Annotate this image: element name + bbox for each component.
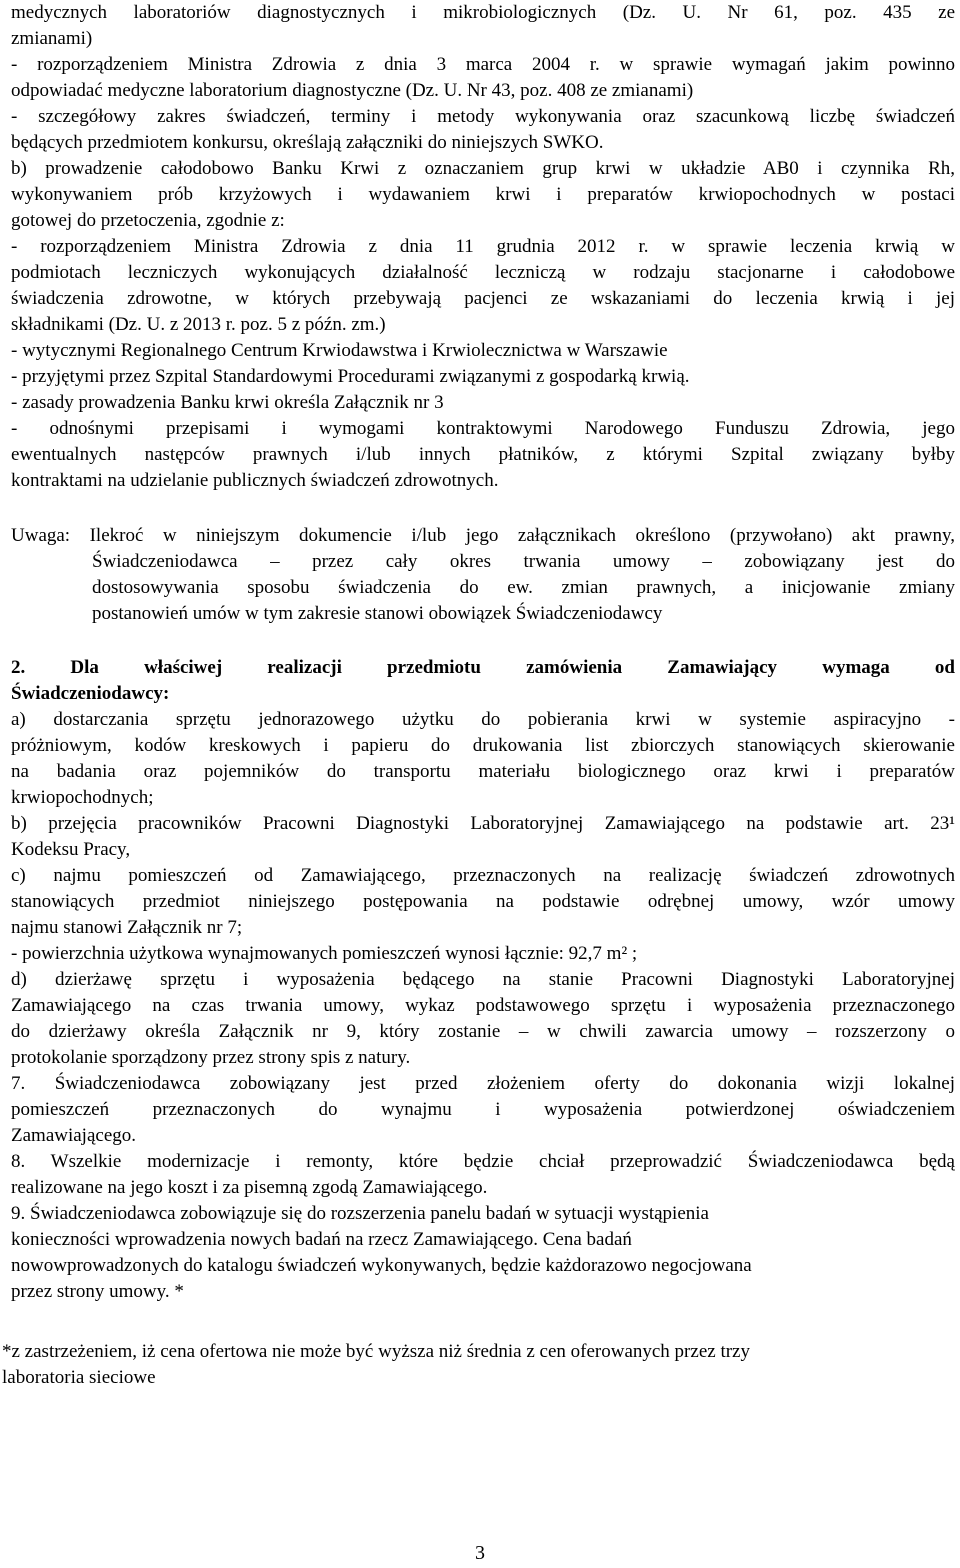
text-line: d) dzierżawę sprzętu i wyposażenia będącego na stanie Pracowni Diagnostyki Laboratoryjnej — [11, 969, 955, 990]
footnote-line: *z zastrzeżeniem, iż cena ofertowa nie może być wyższa niż średnia z cen oferowanych przez trzy — [2, 1341, 750, 1362]
text-line: pomieszczeń przeznaczonych do wynajmu i wyposażenia potwierdzonej oświadczeniem — [11, 1099, 955, 1120]
note-line: dostosowywania sposobu świadczenia do ew. zmian prawnych, a inicjowanie zmiany — [92, 577, 955, 598]
page-number: 3 — [475, 1542, 485, 1564]
text-line: najmu stanowi Załącznik nr 7; — [11, 917, 243, 938]
text-line: protokolanie sporządzony przez strony spis z natury. — [11, 1047, 411, 1068]
text-line: stanowiących przedmiot niniejszego postępowania na podstawie odrębnej umowy, wzór umowy — [11, 891, 955, 912]
note-line: Uwaga: Ilekroć w niniejszym dokumencie i/lub jego załącznikach określono (przywołano) akt prawny, — [11, 525, 955, 546]
text-line: b) przejęcia pracowników Pracowni Diagnostyki Laboratoryjnej Zamawiającego na podstawie art. 23¹ — [11, 813, 955, 834]
text-line: - wytycznymi Regionalnego Centrum Krwiodawstwa i Krwiolecznictwa w Warszawie — [11, 340, 668, 361]
text-line: Zamawiającego. — [11, 1125, 137, 1146]
text-line: 9. Świadczeniodawca zobowiązuje się do rozszerzenia panelu badań w sytuacji wystąpienia — [11, 1203, 709, 1224]
text-line: wykonywaniem prób krzyżowych i wydawaniem krwi i preparatów krwiopochodnych w postaci — [11, 184, 955, 205]
note-line: Świadczeniodawca – przez cały okres trwania umowy – zobowiązany jest do — [92, 551, 955, 572]
text-line: a) dostarczania sprzętu jednorazowego użytku do pobierania krwi w systemie aspiracyjno - — [11, 709, 955, 730]
text-line: 8. Wszelkie modernizacje i remonty, które będzie chciał przeprowadzić Świadczeniodawca będą — [11, 1151, 955, 1172]
text-line: - zasady prowadzenia Banku krwi określa Załącznik nr 3 — [11, 392, 444, 413]
text-line: - odnośnymi przepisami i wymogami kontraktowymi Narodowego Funduszu Zdrowia, jego — [11, 418, 955, 439]
text-line: gotowej do przetoczenia, zgodnie z: — [11, 210, 285, 231]
text-line: ewentualnych następców prawnych i/lub innych płatników, z którymi Szpital związany byłby — [11, 444, 955, 465]
text-line: Zamawiającego na czas trwania umowy, wykaz podstawowego sprzętu i wyposażenia przeznaczonego — [11, 995, 955, 1016]
text-line: świadczenia zdrowotne, w których przebywają pacjenci ze wskazaniami do leczenia krwią i jej — [11, 288, 955, 309]
text-line: 7. Świadczeniodawca zobowiązany jest przed złożeniem oferty do dokonania wizji lokalnej — [11, 1073, 955, 1094]
text-line: nowowprowadzonych do katalogu świadczeń wykonywanych, będzie każdorazowo negocjowana — [11, 1255, 752, 1276]
note-line: postanowień umów w tym zakresie stanowi obowiązek Świadczeniodawcy — [92, 603, 663, 624]
text-line: krwiopochodnych; — [11, 787, 154, 808]
text-line: medycznych laboratoriów diagnostycznych i mikrobiologicznych (Dz. U. Nr 61, poz. 435 ze — [11, 2, 955, 23]
section-heading: 2. Dla właściwej realizacji przedmiotu zamówienia Zamawiający wymaga od — [11, 657, 955, 678]
footnote-line: laboratoria sieciowe — [2, 1367, 156, 1388]
text-line: do dzierżawy określa Załącznik nr 9, który zostanie – w chwili zawarcia umowy – rozszerzony o — [11, 1021, 955, 1042]
text-line: - powierzchnia użytkowa wynajmowanych pomieszczeń wynosi łącznie: 92,7 m² ; — [11, 943, 638, 964]
text-line: - szczegółowy zakres świadczeń, terminy i metody wykonywania oraz szacunkową liczbę świadczeń — [11, 106, 955, 127]
text-line: kontraktami na udzielanie publicznych świadczeń zdrowotnych. — [11, 470, 499, 491]
text-line: - przyjętymi przez Szpital Standardowymi Procedurami związanymi z gospodarką krwią. — [11, 366, 690, 387]
text-line: próżniowym, kodów kreskowych i papieru do drukowania list zbiorczych stanowiących skierowanie — [11, 735, 955, 756]
text-line: przez strony umowy. * — [11, 1281, 184, 1302]
text-line: Kodeksu Pracy, — [11, 839, 131, 860]
text-line: na badania oraz pojemników do transportu materiału biologicznego oraz krwi i preparatów — [11, 761, 955, 782]
text-line: składnikami (Dz. U. z 2013 r. poz. 5 z późn. zm.) — [11, 314, 386, 335]
text-line: c) najmu pomieszczeń od Zamawiającego, przeznaczonych na realizację świadczeń zdrowotnych — [11, 865, 955, 886]
text-line: odpowiadać medyczne laboratorium diagnostyczne (Dz. U. Nr 43, poz. 408 ze zmianami) — [11, 80, 694, 101]
text-line: realizowane na jego koszt i za pisemną zgodą Zamawiającego. — [11, 1177, 488, 1198]
text-line: zmianami) — [11, 28, 93, 49]
text-line: podmiotach leczniczych wykonujących działalność leczniczą w rodzaju stacjonarne i całodobowe — [11, 262, 955, 283]
text-line: będących przedmiotem konkursu, określają załączniki do niniejszych SWKO. — [11, 132, 604, 153]
section-heading: Świadczeniodawcy: — [11, 683, 170, 704]
text-line: - rozporządzeniem Ministra Zdrowia z dnia 11 grudnia 2012 r. w sprawie leczenia krwią w — [11, 236, 955, 257]
text-line: b) prowadzenie całodobowo Banku Krwi z oznaczaniem grup krwi w układzie AB0 i czynnika Rh, — [11, 158, 955, 179]
text-line: - rozporządzeniem Ministra Zdrowia z dnia 3 marca 2004 r. w sprawie wymagań jakim powinno — [11, 54, 955, 75]
text-line: konieczności wprowadzenia nowych badań na rzecz Zamawiającego. Cena badań — [11, 1229, 632, 1250]
